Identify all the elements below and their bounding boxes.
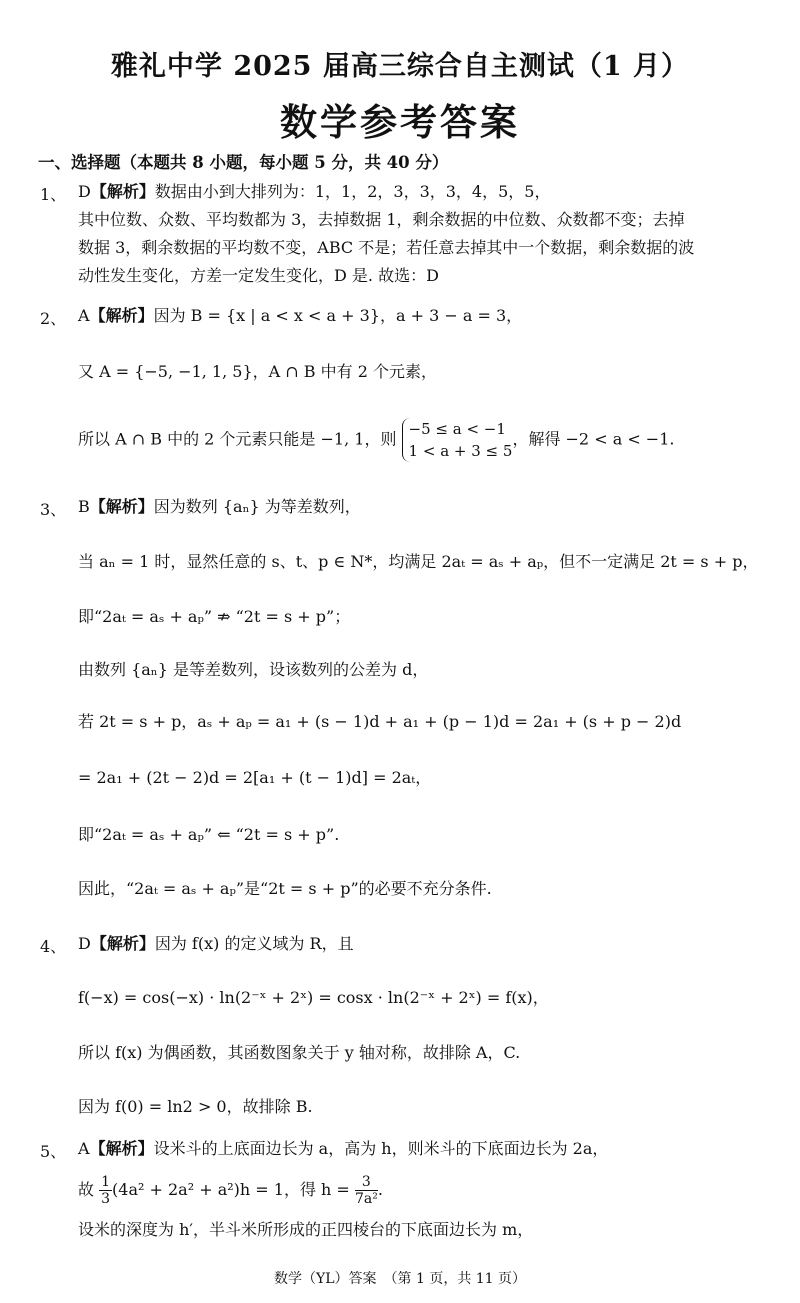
solution-text: 故 bbox=[78, 1180, 95, 1199]
question-number: 2、 bbox=[40, 309, 67, 328]
exam-title: 雅礼中学 2025 届高三综合自主测试（1 月） bbox=[110, 51, 690, 82]
fraction-numerator: 1 bbox=[101, 1174, 111, 1190]
solution-line: 因为 f(0) = ln2 > 0，故排除 B. bbox=[78, 1097, 313, 1116]
inequality-system bbox=[402, 418, 513, 462]
question-number: 4、 bbox=[40, 937, 67, 956]
solution-text: . bbox=[377, 1180, 383, 1199]
solution-line: 其中位数、众数、平均数都为 3，去掉数据 1，剩余数据的中位数、众数都不变；去掉 bbox=[78, 210, 685, 229]
solution-line bbox=[78, 1174, 383, 1207]
fraction-denominator: 7a² bbox=[354, 1191, 378, 1207]
analysis-tag: 【解析】 bbox=[89, 497, 154, 516]
solution-line: 设米的深度为 h′，半斗米所形成的正四棱台的下底面边长为 m， bbox=[78, 1220, 534, 1239]
solution-text: 所以 A ∩ B 中的 2 个元素只能是 −1, 1，则 bbox=[78, 429, 397, 449]
solution-text: ，解得 −2 < a < −1. bbox=[512, 429, 675, 449]
question-first-line bbox=[78, 497, 361, 517]
question-number: 5、 bbox=[40, 1142, 67, 1161]
solution-line: 因此，“2aₜ = aₛ + aₚ”是“2t = s + p”的必要不充分条件. bbox=[78, 879, 492, 898]
analysis-tag: 【解析】 bbox=[89, 1139, 154, 1158]
question-number: 1、 bbox=[40, 185, 67, 204]
answer-letter: A bbox=[78, 306, 90, 325]
solution-line: f(−x) = cos(−x) · ln(2⁻ˣ + 2ˣ) = cosx · ln(2⁻ˣ + 2ˣ) = f(x)， bbox=[78, 988, 549, 1007]
answer-key-title: 数学参考答案 bbox=[280, 100, 520, 144]
inequality-row: 1 < a + 3 ≤ 5 bbox=[408, 442, 513, 460]
solution-text: 因为 f(x) 的定义域为 R，且 bbox=[154, 934, 354, 953]
answer-letter: A bbox=[78, 1139, 90, 1158]
answer-letter: D bbox=[78, 934, 91, 953]
solution-line: 若 2t = s + p，aₛ + aₚ = a₁ + (s − 1)d + a₁ + (p − 1)d = 2a₁ + (s + p − 2)d bbox=[78, 712, 682, 731]
analysis-tag: 【解析】 bbox=[90, 934, 155, 953]
solution-line: 又 A = {−5, −1, 1, 5}，A ∩ B 中有 2 个元素， bbox=[78, 362, 437, 381]
section-heading: 一、选择题（本题共 8 小题，每小题 5 分，共 40 分） bbox=[38, 153, 449, 172]
question-first-line bbox=[78, 182, 550, 202]
solution-text: 因为 B = {x | a < x < a + 3}，a + 3 − a = 3， bbox=[153, 306, 523, 325]
solution-text: (4a² + 2a² + a²)h = 1，得 h = bbox=[112, 1180, 350, 1199]
fraction-h-value bbox=[355, 1174, 378, 1207]
solution-line: 即“2aₜ = aₛ + aₚ” ⇏ “2t = s + p”； bbox=[78, 607, 351, 626]
question-first-line bbox=[78, 306, 522, 326]
solution-text: 因为数列 {aₙ} 为等差数列， bbox=[153, 497, 361, 516]
fraction-denominator: 3 bbox=[101, 1191, 111, 1207]
question-first-line bbox=[78, 934, 354, 954]
solution-line: 动性发生变化，方差一定发生变化，D 是. 故选：D bbox=[78, 266, 439, 285]
analysis-tag: 【解析】 bbox=[90, 182, 155, 201]
answer-letter: D bbox=[78, 182, 91, 201]
question-number: 3、 bbox=[40, 500, 67, 519]
solution-line: 所以 f(x) 为偶函数，其函数图象关于 y 轴对称，故排除 A，C. bbox=[78, 1043, 521, 1062]
page-footer: 数学（YL）答案 （第 1 页，共 11 页） bbox=[273, 1271, 527, 1287]
answer-letter: B bbox=[78, 497, 90, 516]
solution-line: = 2a₁ + (2t − 2)d = 2[a₁ + (t − 1)d] = 2aₜ， bbox=[78, 768, 432, 787]
solution-line: 当 aₙ = 1 时，显然任意的 s、t、p ∈ N*，均满足 2aₜ = aₛ + aₚ，但不一定满足 2t = s + p， bbox=[78, 552, 759, 571]
solution-line: 数据 3，剩余数据的平均数不变，ABC 不是；若任意去掉其中一个数据，剩余数据的波 bbox=[78, 238, 695, 257]
solution-line: 即“2aₜ = aₛ + aₚ” ⇐ “2t = s + p”. bbox=[78, 825, 340, 844]
analysis-tag: 【解析】 bbox=[89, 306, 154, 325]
fraction-numerator: 3 bbox=[355, 1174, 378, 1191]
fraction-one-third bbox=[99, 1174, 112, 1207]
solution-line: 由数列 {aₙ} 是等差数列，设该数列的公差为 d， bbox=[78, 660, 429, 679]
solution-text: 设米斗的上底面边长为 a，高为 h，则米斗的下底面边长为 2a， bbox=[153, 1139, 609, 1158]
inequality-row: −5 ≤ a < −1 bbox=[408, 420, 506, 438]
solution-text: 数据由小到大排列为：1，1，2，3，3，3，4，5，5， bbox=[154, 182, 551, 201]
solution-line bbox=[78, 418, 674, 462]
question-first-line bbox=[78, 1139, 608, 1159]
